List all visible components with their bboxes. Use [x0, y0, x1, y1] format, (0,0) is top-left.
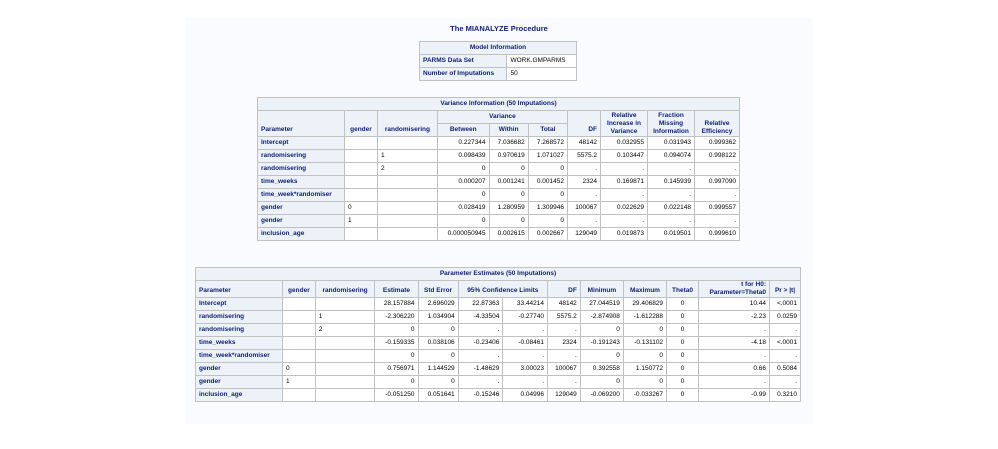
gender-cell: 1 [283, 376, 316, 389]
minimum-cell: 0 [580, 350, 623, 363]
df-cell: 5575.2 [567, 150, 600, 163]
column-header: Fraction Missing Information [648, 111, 695, 137]
table-row [196, 376, 801, 389]
ci-lower-cell: . [458, 350, 503, 363]
randomisering-cell [315, 389, 375, 402]
relative-efficiency-cell: . [695, 215, 740, 228]
relative-increase-cell: . [601, 163, 648, 176]
fraction-missing-cell: . [648, 163, 695, 176]
ci-upper-cell: 33.44214 [503, 298, 548, 311]
between-cell: 0.227344 [437, 137, 489, 150]
parameter-cell: randomisering [196, 311, 283, 324]
ci-lower-cell: -0.23406 [458, 337, 503, 350]
df-cell: 129049 [567, 228, 600, 241]
gender-cell [283, 389, 316, 402]
ci-upper-cell: 3.00023 [503, 363, 548, 376]
estimate-cell: 0 [375, 376, 418, 389]
row-value: WORK.GMPARMS [507, 55, 577, 68]
relative-efficiency-cell: . [695, 163, 740, 176]
std-error-cell: 2.696029 [418, 298, 458, 311]
gender-cell: 0 [345, 202, 378, 215]
p-value-cell: 0.3210 [769, 389, 800, 402]
gender-cell [345, 150, 378, 163]
relative-efficiency-cell: 0.999610 [695, 228, 740, 241]
df-cell: . [567, 215, 600, 228]
t-value-cell: . [698, 376, 769, 389]
fraction-missing-cell: 0.094074 [648, 150, 695, 163]
randomisering-cell [377, 137, 437, 150]
within-cell: 0 [489, 215, 528, 228]
ci-upper-cell: . [503, 376, 548, 389]
t-value-cell: -4.18 [698, 337, 769, 350]
theta0-cell: 0 [667, 350, 699, 363]
model-information-caption: Model Information [420, 42, 577, 55]
ci-lower-cell: -0.15246 [458, 389, 503, 402]
between-cell: 0 [437, 189, 489, 202]
column-header: Theta0 [667, 281, 699, 298]
gender-cell [345, 176, 378, 189]
gender-cell [345, 163, 378, 176]
p-value-cell: <.0001 [769, 337, 800, 350]
table-row [196, 324, 801, 337]
column-header: DF [567, 111, 600, 137]
theta0-cell: 0 [667, 389, 699, 402]
parameter-cell: time_week*randomiser [196, 350, 283, 363]
randomisering-cell: 1 [377, 150, 437, 163]
procedure-title: The MIANALYZE Procedure [450, 24, 548, 33]
table-row [258, 202, 740, 215]
between-cell: 0 [437, 163, 489, 176]
df-cell: . [548, 324, 581, 337]
gender-cell [283, 298, 316, 311]
df-cell: . [548, 376, 581, 389]
std-error-cell: 1.034904 [418, 311, 458, 324]
within-cell: 0 [489, 163, 528, 176]
ci-upper-cell: -0.27740 [503, 311, 548, 324]
between-cell: 0.028419 [437, 202, 489, 215]
table-row [258, 150, 740, 163]
within-cell: 0.001241 [489, 176, 528, 189]
std-error-cell: 1.144529 [418, 363, 458, 376]
theta0-cell: 0 [667, 298, 699, 311]
table-row [196, 389, 801, 402]
variance-information-caption: Variance Information (50 Imputations) [258, 98, 740, 111]
table-row [196, 350, 801, 363]
table-row [196, 311, 801, 324]
parameter-estimates-table [195, 267, 801, 402]
parameter-cell: inclusion_age [196, 389, 283, 402]
df-cell: 129049 [548, 389, 581, 402]
std-error-cell: 0 [418, 350, 458, 363]
table-row [258, 176, 740, 189]
parameter-cell: time_weeks [196, 337, 283, 350]
parameter-cell: time_weeks [258, 176, 345, 189]
gender-cell [345, 137, 378, 150]
within-cell: 0 [489, 189, 528, 202]
column-header: t for H0: Parameter=Theta0 [698, 281, 769, 298]
minimum-cell: 0.392558 [580, 363, 623, 376]
randomisering-cell: 1 [315, 311, 375, 324]
gender-cell [345, 189, 378, 202]
gender-cell [283, 350, 316, 363]
minimum-cell: 0 [580, 376, 623, 389]
column-header: 95% Confidence Limits [458, 281, 547, 298]
total-cell: 1.071027 [528, 150, 567, 163]
gender-cell [283, 311, 316, 324]
between-cell: 0 [437, 215, 489, 228]
column-header: Estimate [375, 281, 418, 298]
within-cell: 7.036682 [489, 137, 528, 150]
t-value-cell: . [698, 324, 769, 337]
column-header: Between [437, 124, 489, 137]
total-cell: 7.268572 [528, 137, 567, 150]
minimum-cell: 0 [580, 324, 623, 337]
table-row [196, 298, 801, 311]
table-row [258, 163, 740, 176]
df-cell: . [567, 163, 600, 176]
parameter-cell: gender [258, 215, 345, 228]
relative-increase-cell: . [601, 215, 648, 228]
estimate-cell: 0 [375, 324, 418, 337]
maximum-cell: 1.150772 [623, 363, 666, 376]
maximum-cell: -0.033267 [623, 389, 666, 402]
relative-efficiency-cell: . [695, 189, 740, 202]
minimum-cell: 27.044519 [580, 298, 623, 311]
between-cell: 0.098439 [437, 150, 489, 163]
p-value-cell: 0.5084 [769, 363, 800, 376]
randomisering-cell: 2 [315, 324, 375, 337]
column-group-header: Variance [437, 111, 567, 124]
between-cell: 0.000050945 [437, 228, 489, 241]
fraction-missing-cell: 0.019501 [648, 228, 695, 241]
randomisering-cell: 2 [377, 163, 437, 176]
df-cell: . [567, 189, 600, 202]
gender-cell [283, 324, 316, 337]
within-cell: 0.002615 [489, 228, 528, 241]
estimate-cell: -0.159335 [375, 337, 418, 350]
total-cell: 0 [528, 163, 567, 176]
estimate-cell: -2.306220 [375, 311, 418, 324]
randomisering-cell [315, 350, 375, 363]
column-header: randomisering [315, 281, 375, 298]
column-header: Parameter [258, 111, 345, 137]
fraction-missing-cell: . [648, 189, 695, 202]
t-value-cell: -0.99 [698, 389, 769, 402]
parameter-cell: randomisering [258, 163, 345, 176]
df-cell: 2324 [548, 337, 581, 350]
relative-increase-cell: 0.019873 [601, 228, 648, 241]
column-header: gender [283, 281, 316, 298]
ci-upper-cell: 0.04996 [503, 389, 548, 402]
randomisering-cell [377, 202, 437, 215]
parameter-cell: time_week*randomiser [258, 189, 345, 202]
randomisering-cell [377, 228, 437, 241]
column-header: Pr > |t| [769, 281, 800, 298]
theta0-cell: 0 [667, 337, 699, 350]
df-cell: . [548, 350, 581, 363]
model-information-table [419, 41, 577, 81]
column-header: Maximum [623, 281, 666, 298]
parameter-cell: randomisering [196, 324, 283, 337]
std-error-cell: 0.038106 [418, 337, 458, 350]
parameter-cell: randomisering [258, 150, 345, 163]
relative-increase-cell: 0.032955 [601, 137, 648, 150]
randomisering-cell [315, 363, 375, 376]
relative-increase-cell: 0.022629 [601, 202, 648, 215]
randomisering-cell [377, 189, 437, 202]
gender-cell: 1 [345, 215, 378, 228]
parameter-cell: inclusion_age [258, 228, 345, 241]
total-cell: 0 [528, 215, 567, 228]
within-cell: 1.280959 [489, 202, 528, 215]
p-value-cell: . [769, 350, 800, 363]
p-value-cell: . [769, 324, 800, 337]
parameter-cell: gender [258, 202, 345, 215]
df-cell: 2324 [567, 176, 600, 189]
ci-lower-cell: -4.33504 [458, 311, 503, 324]
parameter-cell: gender [196, 363, 283, 376]
ci-lower-cell: . [458, 376, 503, 389]
maximum-cell: 0 [623, 350, 666, 363]
column-header: Std Error [418, 281, 458, 298]
theta0-cell: 0 [667, 324, 699, 337]
p-value-cell: <.0001 [769, 298, 800, 311]
table-row [258, 215, 740, 228]
minimum-cell: -0.191243 [580, 337, 623, 350]
variance-information-table [257, 97, 740, 241]
df-cell: 48142 [548, 298, 581, 311]
theta0-cell: 0 [667, 311, 699, 324]
df-cell: 100067 [567, 202, 600, 215]
column-header: Parameter [196, 281, 283, 298]
between-cell: 0.000207 [437, 176, 489, 189]
parameter-estimates-caption: Parameter Estimates (50 Imputations) [196, 268, 801, 281]
fraction-missing-cell: 0.031943 [648, 137, 695, 150]
randomisering-cell [315, 376, 375, 389]
t-value-cell: 0.66 [698, 363, 769, 376]
t-value-cell: -2.23 [698, 311, 769, 324]
maximum-cell: 0 [623, 376, 666, 389]
total-cell: 1.309946 [528, 202, 567, 215]
within-cell: 0.970619 [489, 150, 528, 163]
df-cell: 5575.2 [548, 311, 581, 324]
p-value-cell: . [769, 376, 800, 389]
randomisering-cell [315, 337, 375, 350]
estimate-cell: -0.051250 [375, 389, 418, 402]
column-header: randomisering [377, 111, 437, 137]
total-cell: 0 [528, 189, 567, 202]
fraction-missing-cell: 0.022148 [648, 202, 695, 215]
randomisering-cell [377, 215, 437, 228]
relative-increase-cell: 0.103447 [601, 150, 648, 163]
ci-upper-cell: -0.08461 [503, 337, 548, 350]
estimate-cell: 0 [375, 350, 418, 363]
column-header: DF [548, 281, 581, 298]
std-error-cell: 0 [418, 324, 458, 337]
column-header: gender [345, 111, 378, 137]
t-value-cell: . [698, 350, 769, 363]
maximum-cell: 0 [623, 324, 666, 337]
ci-upper-cell: . [503, 324, 548, 337]
table-row [420, 55, 577, 68]
parameter-cell: Intercept [258, 137, 345, 150]
maximum-cell: -1.612288 [623, 311, 666, 324]
t-value-cell: 10.44 [698, 298, 769, 311]
fraction-missing-cell: . [648, 215, 695, 228]
relative-increase-cell: 0.169871 [601, 176, 648, 189]
relative-efficiency-cell: 0.998122 [695, 150, 740, 163]
relative-increase-cell: . [601, 189, 648, 202]
gender-cell: 0 [283, 363, 316, 376]
column-header: Within [489, 124, 528, 137]
column-header: Minimum [580, 281, 623, 298]
ci-lower-cell: . [458, 324, 503, 337]
row-label: PARMS Data Set [420, 55, 507, 68]
estimate-cell: 0.756971 [375, 363, 418, 376]
gender-cell [345, 228, 378, 241]
column-header: Relative Efficiency [695, 111, 740, 137]
parameter-cell: Intercept [196, 298, 283, 311]
ci-upper-cell: . [503, 350, 548, 363]
gender-cell [283, 337, 316, 350]
df-cell: 48142 [567, 137, 600, 150]
table-row [258, 137, 740, 150]
ci-lower-cell: -1.48629 [458, 363, 503, 376]
row-label: Number of Imputations [420, 68, 507, 81]
relative-efficiency-cell: 0.999557 [695, 202, 740, 215]
ci-lower-cell: 22.87363 [458, 298, 503, 311]
std-error-cell: 0.051641 [418, 389, 458, 402]
table-row [196, 363, 801, 376]
df-cell: 100067 [548, 363, 581, 376]
randomisering-cell [377, 176, 437, 189]
column-header: Total [528, 124, 567, 137]
table-row [196, 337, 801, 350]
total-cell: 0.002667 [528, 228, 567, 241]
table-row [420, 68, 577, 81]
theta0-cell: 0 [667, 363, 699, 376]
maximum-cell: -0.131102 [623, 337, 666, 350]
p-value-cell: 0.0259 [769, 311, 800, 324]
maximum-cell: 29.406829 [623, 298, 666, 311]
table-row [258, 189, 740, 202]
table-row [258, 228, 740, 241]
row-value: 50 [507, 68, 577, 81]
estimate-cell: 28.157884 [375, 298, 418, 311]
relative-efficiency-cell: 0.997090 [695, 176, 740, 189]
fraction-missing-cell: 0.145939 [648, 176, 695, 189]
std-error-cell: 0 [418, 376, 458, 389]
total-cell: 0.001452 [528, 176, 567, 189]
minimum-cell: -0.069200 [580, 389, 623, 402]
theta0-cell: 0 [667, 376, 699, 389]
parameter-cell: gender [196, 376, 283, 389]
relative-efficiency-cell: 0.999362 [695, 137, 740, 150]
minimum-cell: -2.874908 [580, 311, 623, 324]
column-header: Relative Increase in Variance [601, 111, 648, 137]
randomisering-cell [315, 298, 375, 311]
